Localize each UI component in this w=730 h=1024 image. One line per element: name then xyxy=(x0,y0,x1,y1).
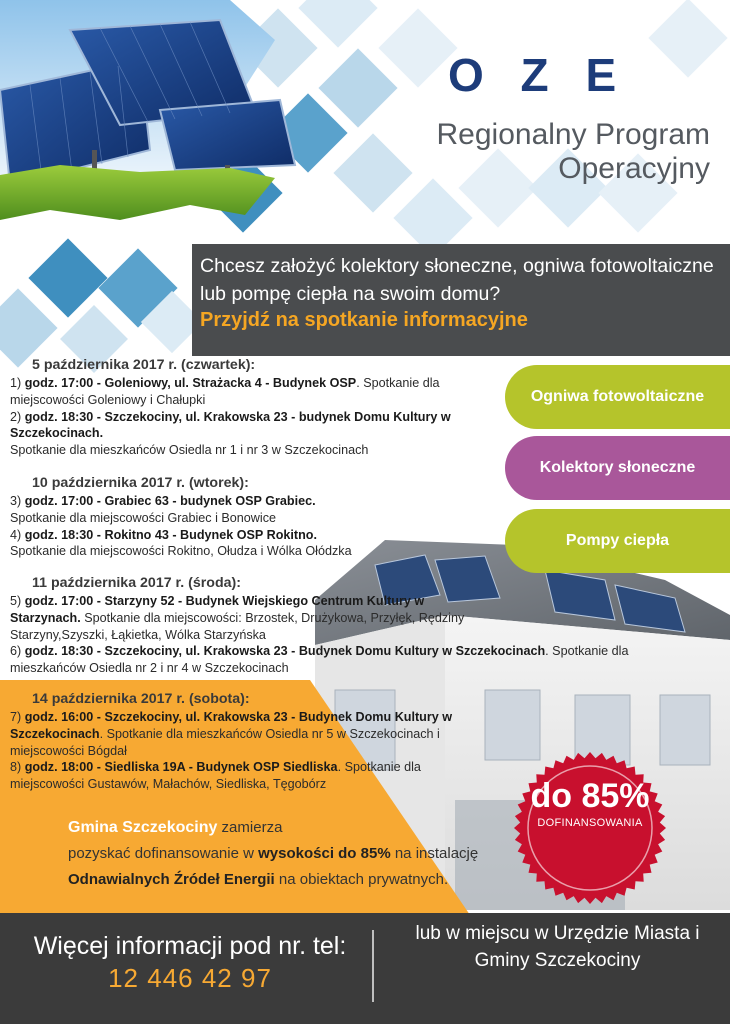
schedule-item: 6) godz. 18:30 - Szczekociny, ul. Krakowska 23 - Budynek Domu Kultury w Szczekocinach. Spotkanie dla mieszkańców Osiedla nr 2 i nr 4 w Szczekocinach xyxy=(10,644,629,676)
schedule-day-1 xyxy=(10,356,480,459)
schedule-date: 5 października 2017 r. (czwartek): xyxy=(32,357,256,373)
schedule-item: 8) godz. 18:00 - Siedliska 19A - Budynek OSP Siedliska. Spotkanie dla miejscowości Gustawów, Małachów, Siedliska, Tęgobórz xyxy=(10,760,421,792)
solar-panels-image xyxy=(0,0,300,250)
pill-photovoltaics xyxy=(505,365,730,429)
gmina-name: Gmina Szczekociny xyxy=(68,819,218,836)
schedule-day-2 xyxy=(10,474,480,560)
schedule-item: 1) godz. 17:00 - Goleniowy, ul. Strażacka 4 - Budynek OSP. Spotkanie dla miejscowości Goleniowy i Chałupki xyxy=(10,376,440,407)
schedule-day-4 xyxy=(10,690,480,793)
question-text: Chcesz założyć kolektory słoneczne, ogniwa fotowoltaiczne lub pompę ciepła na swoim domu? xyxy=(200,255,714,305)
discount-label: DOFINANSOWANIA xyxy=(537,817,643,829)
pill-label: Pompy ciepła xyxy=(565,532,670,549)
discount-value: do 85% xyxy=(530,777,650,815)
pill-solar-collectors xyxy=(505,436,730,500)
pill-label: Kolektory słoneczne xyxy=(539,459,696,476)
pill-label: Ogniwa fotowoltaiczne xyxy=(530,388,705,405)
footer-phone[interactable]: 12 446 42 97 xyxy=(108,963,272,993)
schedule-item: 5) godz. 17:00 - Starzyny 52 - Budynek Wiejskiego Centrum Kultury w Starzynach. Spotkanie dla miejscowości: Brzostek, Drużykowa, Przyłęk, Rędziny Starzyny,Szyszki, Łąkietka, Wólka Starzyńska xyxy=(10,594,465,642)
schedule-item: 2) godz. 18:30 - Szczekociny, ul. Krakowska 23 - budynek Domu Kultury w Szczekocinach. Spotkanie dla mieszkańców Osiedla nr 1 i nr 3 w Szczekocinach xyxy=(10,409,451,458)
schedule-day-3 xyxy=(10,574,629,677)
footer-divider xyxy=(372,930,374,1002)
schedule-item: 3) godz. 17:00 - Grabiec 63 - budynek OSP Grabiec. Spotkanie dla miejscowości Grabiec i Bonowice xyxy=(10,494,316,525)
page-subtitle: Regionalny Program Operacyjny xyxy=(436,118,710,185)
schedule-date: 14 października 2017 r. (sobota): xyxy=(32,691,250,707)
schedule-date: 11 października 2017 r. (środa): xyxy=(32,575,241,591)
call-to-action: Przyjdź na spotkanie informacyjne xyxy=(200,309,528,331)
footer-info-label: Więcej informacji pod nr. tel: xyxy=(33,932,347,960)
schedule-item: 7) godz. 16:00 - Szczekociny, ul. Krakowska 23 - Budynek Domu Kultury w Szczekocinach. Spotkanie dla mieszkańców Osiedla nr 5 w Szczekocinach i miejscowości Bógdał xyxy=(10,710,453,758)
schedule-date: 10 października 2017 r. (wtorek): xyxy=(32,475,249,491)
page-title: O Z E xyxy=(448,49,629,101)
pill-heat-pumps xyxy=(505,509,730,573)
gmina-statement: Gmina Szczekociny zamierza pozyskać dofinansowanie w wysokości do 85% na instalację Odnawialnych Źródeł Energii na obiektach prywatnych. xyxy=(68,819,479,888)
discount-seal-text xyxy=(512,776,668,830)
footer-location: lub w miejscu w Urzędzie Miasta i Gminy Szczekociny xyxy=(415,923,700,971)
schedule-item: 4) godz. 18:30 - Rokitno 43 - Budynek OSP Rokitno. Spotkanie dla miejscowości Rokitno, Ołudza i Wólka Ołódzka xyxy=(10,527,352,559)
